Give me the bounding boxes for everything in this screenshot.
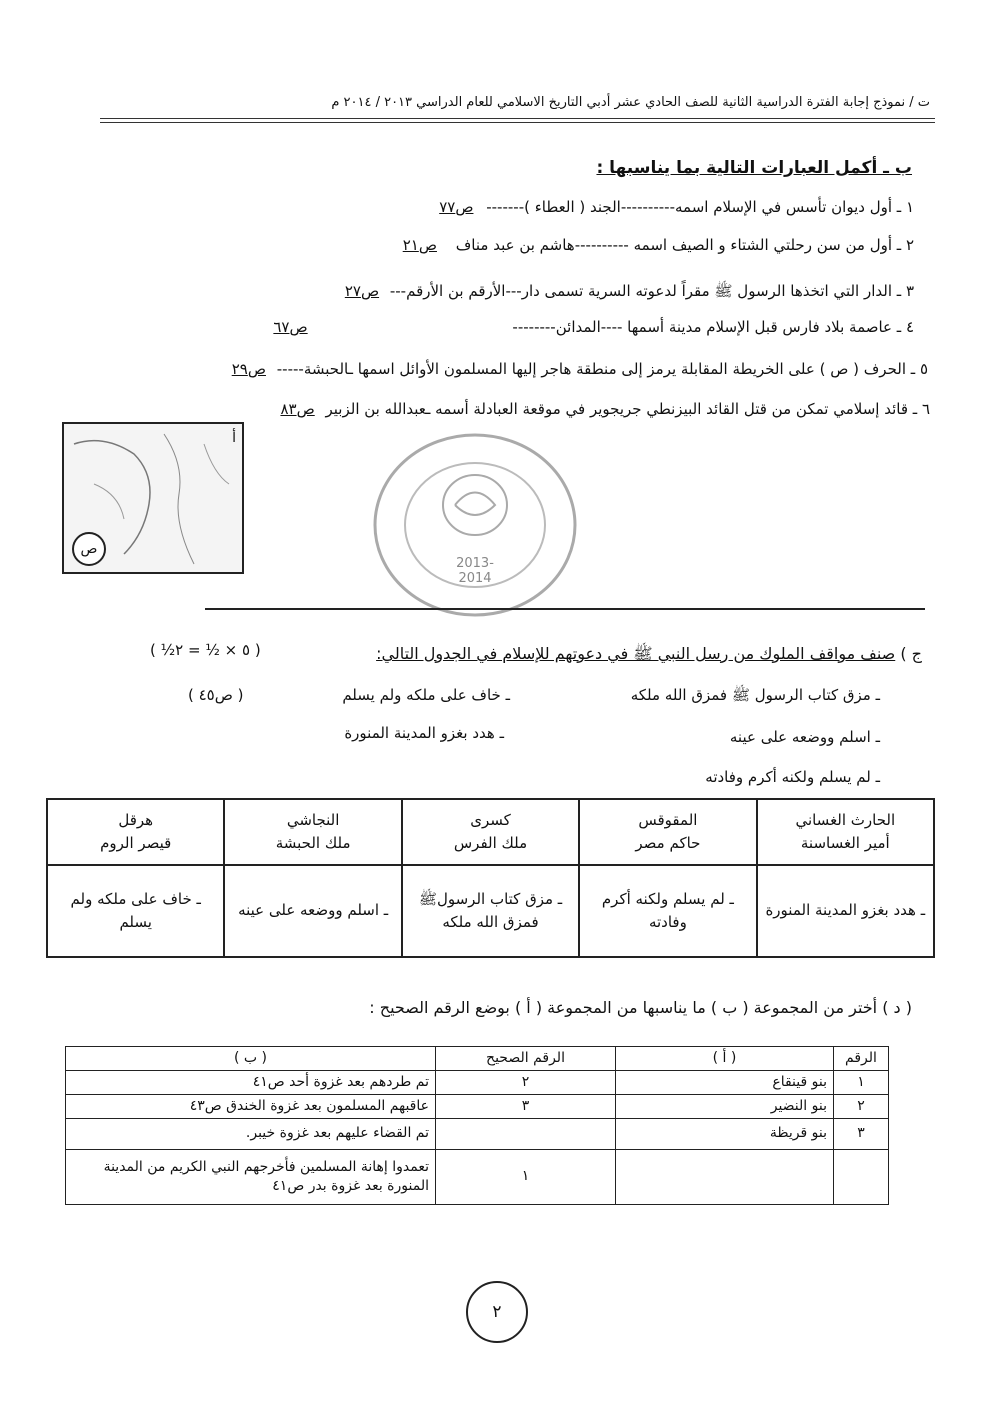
header-cell: هرقل قيصر الروم bbox=[47, 799, 224, 865]
page-reference: ص٧٧ bbox=[439, 198, 474, 216]
page-reference: ص٢٩ bbox=[231, 360, 266, 378]
option-page-ref: ( ص٤٥ ) bbox=[188, 686, 244, 704]
row-num: ٢ bbox=[834, 1094, 889, 1118]
table-row bbox=[66, 1149, 889, 1204]
question-6 bbox=[280, 400, 930, 418]
option-item: ـ مزق كتاب الرسول ﷺ فمزق الله ملكه bbox=[630, 686, 880, 704]
answer-cell: ـ مزق كتاب الرسولﷺ فمزق الله ملكه bbox=[402, 865, 579, 957]
table-row bbox=[66, 1070, 889, 1094]
group-a-cell: بنو النضير bbox=[616, 1094, 834, 1118]
page-number: ٢ bbox=[466, 1281, 528, 1343]
header-cell: كسرى ملك الفرس bbox=[402, 799, 579, 865]
question-text: ٢ ـ أول من سن رحلتي الشتاء و الصيف اسمه ----------هاشم بن عبد مناف bbox=[455, 236, 914, 254]
section-c-prefix: ج ) bbox=[900, 644, 922, 663]
table-row bbox=[66, 1118, 889, 1149]
group-a-cell: بنو قينقاع bbox=[616, 1070, 834, 1094]
table-header-row bbox=[47, 799, 934, 865]
page-header: ت / نموذج إجابة الفترة الدراسية الثانية للصف الحادي عشر أدبي التاريخ الاسلامي للعام الدراسي ٢٠١٣ / ٢٠١٤ م bbox=[331, 95, 930, 110]
answer-cell: ـ اسلم ووضعه على عينه bbox=[224, 865, 401, 957]
map-label-a: أ bbox=[232, 430, 236, 446]
header-cell: الحارث الغساني أمير الغساسنة bbox=[757, 799, 934, 865]
option-item: ـ خاف على ملكه ولم يسلم bbox=[342, 686, 510, 704]
matching-table bbox=[65, 1046, 889, 1205]
section-d-title: ( د ) أختر من المجموعة ( ب ) ما يناسبها من المجموعة ( أ ) بوضع الرقم الصحيح : bbox=[369, 998, 912, 1017]
option-item: ـ اسلم ووضعه على عينه bbox=[729, 728, 880, 746]
question-4 bbox=[273, 318, 914, 336]
answer-cell: ـ خاف على ملكه ولم يسلم bbox=[47, 865, 224, 957]
page-reference: ص٨٣ bbox=[280, 400, 315, 418]
header-divider bbox=[100, 118, 935, 119]
page-reference: ص٢١ bbox=[402, 236, 437, 254]
question-5 bbox=[232, 360, 928, 378]
header-cell: المقوقس حاكم مصر bbox=[579, 799, 756, 865]
header-group-a: ( أ ) bbox=[616, 1047, 834, 1071]
header-cell: النجاشي ملك الحبشة bbox=[224, 799, 401, 865]
row-num: ١ bbox=[834, 1070, 889, 1094]
question-text: ٦ ـ قائد إسلامي تمكن من قتل القائد البيزنطي جريجوير في موقعة العبادلة أسمه ـعبدالله بن الزبير bbox=[325, 400, 930, 418]
group-b-cell: تم طردهم بعد غزوة أحد ص٤١ bbox=[66, 1070, 436, 1094]
map-label-s: ص bbox=[72, 532, 106, 566]
table-header-row bbox=[66, 1047, 889, 1071]
question-text: ٥ ـ الحرف ( ص ) على الخريطة المقابلة يرمز إلى منطقة هاجر إليها المسلمون الأوائل اسمها ـالحبشة----- bbox=[276, 360, 928, 378]
row-num bbox=[834, 1149, 889, 1204]
header-divider-2 bbox=[100, 122, 935, 123]
header-correct: الرقم الصحيح bbox=[436, 1047, 616, 1071]
option-item: ـ هدد بغزو المدينة المنورة bbox=[344, 724, 504, 742]
score-box: ( ٥ × ½ = ٢½ ) bbox=[150, 641, 261, 659]
question-text: ٣ ـ الدار التي اتخذها الرسول ﷺ مقراً لدعوته السرية تسمى دار---الأرقم بن الأرقم--- bbox=[389, 282, 914, 300]
correct-cell: ٢ bbox=[436, 1070, 616, 1094]
answer-cell: ـ لم يسلم ولكنه أكرم وفادته bbox=[579, 865, 756, 957]
section-b-title: ب ـ أكمل العبارات التالية بما يناسبها : bbox=[596, 158, 912, 178]
group-a-cell bbox=[616, 1149, 834, 1204]
group-b-cell: عاقبهم المسلمون بعد غزوة الخندق ص٤٣ bbox=[66, 1094, 436, 1118]
option-item: ـ لم يسلم ولكنه أكرم وفادته bbox=[705, 768, 880, 786]
group-b-cell: تم القضاء عليهم بعد غزوة خيبر. bbox=[66, 1118, 436, 1149]
row-num: ٣ bbox=[834, 1118, 889, 1149]
question-2 bbox=[403, 236, 914, 254]
header-group-b: ( ب ) bbox=[66, 1047, 436, 1071]
answer-cell: ـ هدد بغزو المدينة المنورة bbox=[757, 865, 934, 957]
question-3 bbox=[345, 282, 914, 304]
correct-cell: ١ bbox=[436, 1149, 616, 1204]
question-text: ١ ـ أول ديوان تأسس في الإسلام اسمه----------الجند ( العطاء )------- bbox=[486, 198, 914, 216]
table-row bbox=[47, 865, 934, 957]
map-image bbox=[62, 422, 244, 574]
question-1 bbox=[439, 198, 914, 216]
official-stamp bbox=[370, 430, 580, 620]
page-reference: ص٦٧ bbox=[273, 318, 308, 336]
correct-cell: ٣ bbox=[436, 1094, 616, 1118]
table-row bbox=[66, 1094, 889, 1118]
group-a-cell: بنو قريظة bbox=[616, 1118, 834, 1149]
kings-table bbox=[46, 798, 935, 958]
question-text: ٤ ـ عاصمة بلاد فارس قبل الإسلام مدينة أسمها ----المدائن-------- bbox=[512, 318, 914, 336]
correct-cell bbox=[436, 1118, 616, 1149]
header-num: الرقم bbox=[834, 1047, 889, 1071]
section-c-text: صنف مواقف الملوك من رسل النبي ﷺ في دعوتهم للإسلام في الجدول التالي: bbox=[376, 644, 896, 663]
section-divider bbox=[205, 608, 925, 610]
stamp-years: 2013-2014 bbox=[456, 556, 494, 586]
stamp-emblem bbox=[370, 430, 580, 620]
group-b-cell: تعمدوا إهانة المسلمين فأخرجهم النبي الكريم من المدينة المنورة بعد غزوة بدر ص٤١ bbox=[66, 1149, 436, 1204]
page-reference: ص٢٧ bbox=[344, 282, 380, 300]
section-c-title bbox=[376, 644, 922, 667]
